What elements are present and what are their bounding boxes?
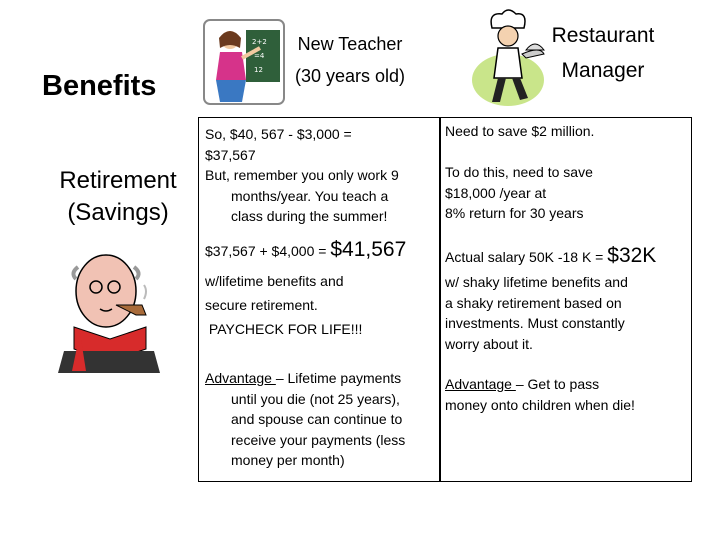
teacher-calc <box>205 124 435 227</box>
savings-line: (Savings) <box>67 199 169 226</box>
teacher-total <box>205 240 437 262</box>
manager-salary-amount: $32K <box>607 244 657 267</box>
manager-advantage-label: Advantage <box>445 376 516 392</box>
teacher-advantage-line1: – Lifetime payments <box>275 370 402 386</box>
teacher-heading <box>290 28 410 92</box>
retirement-title <box>38 165 198 229</box>
teacher-heading-line1: New Teacher <box>297 34 403 54</box>
manager-shaky-line1: w/ shaky lifetime benefits and <box>445 274 628 290</box>
teacher-advantage-line5: money per month) <box>231 452 345 468</box>
manager-advantage <box>445 374 689 415</box>
svg-text:=4: =4 <box>254 52 265 60</box>
teacher-clipart <box>202 18 286 106</box>
manager-todo-line1: To do this, need to save <box>445 164 593 180</box>
manager-advantage-line2: money onto children when die! <box>445 396 635 413</box>
manager-save: Need to save $2 million. <box>445 123 595 139</box>
teacher-remember-line2: months/year. You teach a <box>231 187 389 204</box>
teacher-remember-line3: class during the summer! <box>231 208 388 224</box>
teacher-benefits-line2: secure retirement. <box>205 297 318 313</box>
manager-todo-line3: 8% return for 30 years <box>445 205 584 221</box>
manager-advantage-line1: – Get to pass <box>515 376 600 392</box>
manager-shaky-line2: a shaky retirement based on <box>445 294 622 311</box>
manager-heading-line2: Manager <box>561 59 645 82</box>
teacher-benefits-line1: w/lifetime benefits and <box>205 273 344 289</box>
teacher-advantage <box>205 368 437 471</box>
manager-shaky-line4: worry about it. <box>445 335 533 352</box>
manager-salary <box>445 246 689 268</box>
teacher-total-amount: $41,567 <box>330 238 407 261</box>
manager-salary-prefix: Actual salary 50K -18 K = <box>445 249 608 265</box>
chef-clipart <box>468 8 548 108</box>
teacher-total-prefix: $37,567 + $4,000 = <box>205 243 331 259</box>
teacher-advantage-line4: receive your payments (less <box>231 431 406 448</box>
teacher-advantage-line2: until you die (not 25 years), <box>231 390 400 407</box>
svg-text:12: 12 <box>254 66 263 74</box>
teacher-advantage-line3: and spouse can continue to <box>231 411 403 427</box>
teacher-calc-line1: So, $40, 567 - $3,000 = <box>205 126 352 142</box>
manager-shaky-line3: investments. Must constantly <box>445 315 625 331</box>
benefits-title: Benefits <box>42 70 157 102</box>
manager-shaky <box>445 272 689 354</box>
manager-todo-line2: $18,000 /year at <box>445 184 547 201</box>
svg-text:2+2: 2+2 <box>252 38 267 46</box>
old-man-clipart <box>50 243 166 373</box>
teacher-heading-line2: (30 years old) <box>294 66 406 86</box>
retirement-line: Retirement <box>59 167 177 194</box>
teacher-benefits-line3: PAYCHECK FOR LIFE!!! <box>205 321 363 337</box>
manager-todo <box>445 162 685 224</box>
teacher-calc-line2: $37,567 <box>205 146 256 163</box>
teacher-benefits <box>205 269 435 341</box>
teacher-advantage-label: Advantage <box>205 370 276 386</box>
manager-heading <box>548 18 658 88</box>
manager-heading-line1: Restaurant <box>551 24 655 47</box>
teacher-remember-line1: But, remember you only work 9 <box>205 167 399 183</box>
